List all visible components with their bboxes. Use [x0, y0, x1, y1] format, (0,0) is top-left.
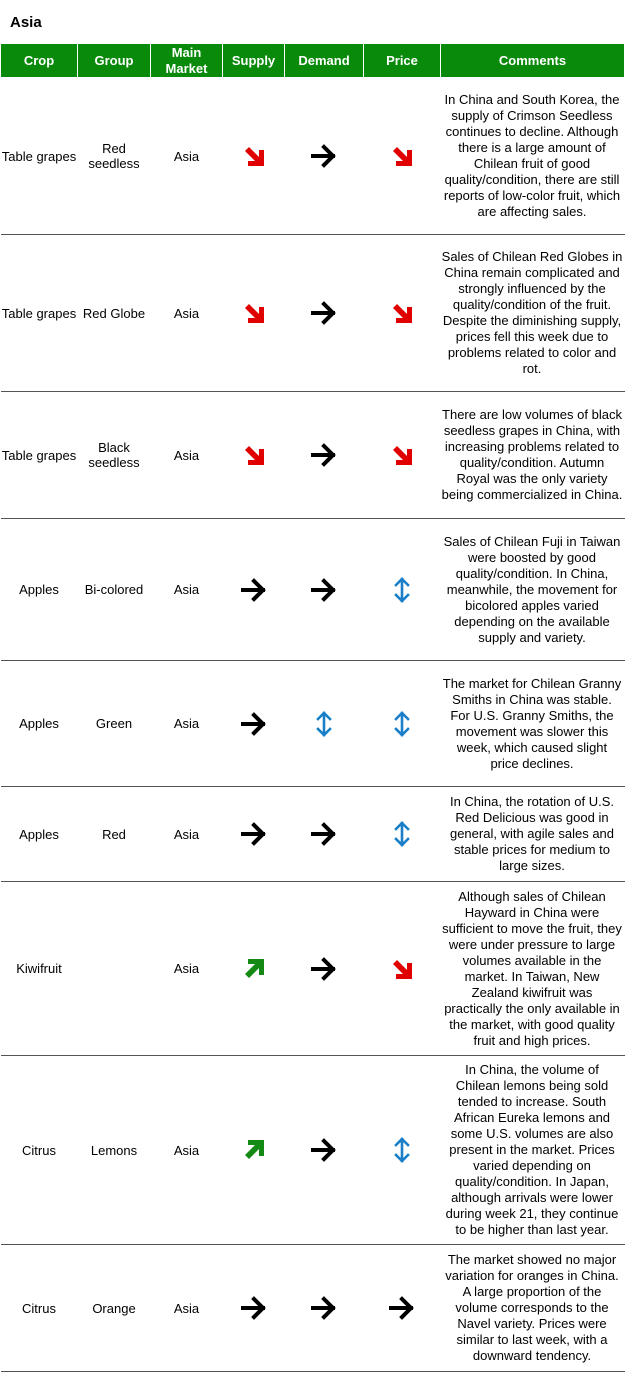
- down-red-icon: [388, 299, 416, 327]
- crop-cell: Table grapes: [1, 392, 78, 519]
- market-report-table: [0, 43, 625, 1372]
- down-red-icon: [388, 142, 416, 170]
- supply-cell: [223, 235, 285, 392]
- price-cell: [364, 1056, 441, 1245]
- table-row: [1, 882, 625, 1056]
- price-cell: [364, 882, 441, 1056]
- comment-text: There are low volumes of black seedless grapes in China, with increasing problems related to quality/condition. Autumn Royal was the only variety being commercialized in China.: [441, 407, 623, 502]
- supply-cell: [223, 882, 285, 1056]
- demand-cell: [285, 392, 364, 519]
- right-black-icon: [240, 1294, 268, 1322]
- supply-cell: [223, 392, 285, 519]
- market-cell: Asia: [151, 1245, 223, 1372]
- price-cell: [364, 392, 441, 519]
- crop-cell: Apples: [1, 787, 78, 882]
- comment-text: In China, the volume of Chilean lemons being sold tended to increase. South African Eureka lemons and some U.S. volumes are also present in the market. Prices varied depending on quality/condition. In Japan, although arrivals were lower during week 21, they continue to be higher than last year.: [445, 1062, 619, 1237]
- comment-cell: [441, 787, 625, 882]
- demand-cell: [285, 1056, 364, 1245]
- updown-blue-icon: [388, 820, 416, 848]
- market-cell: Asia: [151, 235, 223, 392]
- right-black-icon: [310, 142, 338, 170]
- demand-cell: [285, 235, 364, 392]
- crop-cell: Kiwifruit: [1, 882, 78, 1056]
- market-cell: Asia: [151, 661, 223, 787]
- right-black-icon: [310, 441, 338, 469]
- comment-text: Sales of Chilean Red Globes in China remain complicated and strongly influenced by the quality/condition of the fruit. Despite the diminishing supply, prices fell this week due to problems related to color and rot.: [441, 249, 623, 376]
- market-cell: Asia: [151, 392, 223, 519]
- comment-cell: [441, 235, 625, 392]
- group-cell: Orange: [78, 1245, 151, 1372]
- crop-cell: Apples: [1, 661, 78, 787]
- table-row: [1, 519, 625, 661]
- comment-cell: [441, 392, 625, 519]
- comment-cell: [441, 661, 625, 787]
- supply-cell: [223, 1245, 285, 1372]
- up-green-icon: [240, 955, 268, 983]
- right-black-icon: [310, 1136, 338, 1164]
- market-cell: Asia: [151, 787, 223, 882]
- table-row: [1, 392, 625, 519]
- comment-text: The market for Chilean Granny Smiths in China was stable. For U.S. Granny Smiths, the movement was slower this week, which caused slight price declines.: [442, 675, 622, 771]
- right-black-icon: [240, 820, 268, 848]
- crop-cell: Table grapes: [1, 78, 78, 235]
- group-cell: Red: [78, 787, 151, 882]
- demand-cell: [285, 78, 364, 235]
- supply-cell: [223, 519, 285, 661]
- table-row: [1, 1245, 625, 1372]
- down-red-icon: [240, 299, 268, 327]
- demand-cell: [285, 787, 364, 882]
- right-black-icon: [310, 820, 338, 848]
- comment-text: The market showed no major variation for oranges in China. A large proportion of the volume corresponds to the Navel variety. Prices were similar to last week, with a downward tendency.: [445, 1252, 619, 1363]
- header-main-market: [151, 44, 223, 78]
- price-cell: [364, 235, 441, 392]
- comment-cell: [441, 882, 625, 1056]
- comment-text: In China and South Korea, the supply of Crimson Seedless continues to decline. Although there is a large amount of Chilean fruit of good quality/condition, there are still reports of low-color fruit, which are affecting sales.: [443, 92, 621, 219]
- table-row: [1, 78, 625, 235]
- supply-cell: [223, 661, 285, 787]
- price-cell: [364, 787, 441, 882]
- crop-cell: Citrus: [1, 1056, 78, 1245]
- right-black-icon: [310, 299, 338, 327]
- comment-cell: [441, 78, 625, 235]
- table-row: [1, 661, 625, 787]
- right-black-icon: [240, 576, 268, 604]
- table-row: [1, 1056, 625, 1245]
- price-cell: [364, 78, 441, 235]
- down-red-icon: [388, 955, 416, 983]
- up-green-icon: [240, 1136, 268, 1164]
- group-cell: Bi-colored: [78, 519, 151, 661]
- right-black-icon: [240, 710, 268, 738]
- header-main-market-line2: Market: [165, 60, 208, 76]
- market-cell: Asia: [151, 882, 223, 1056]
- updown-blue-icon: [310, 710, 338, 738]
- supply-cell: [223, 1056, 285, 1245]
- down-red-icon: [388, 441, 416, 469]
- table-body: [1, 78, 625, 1372]
- market-cell: Asia: [151, 78, 223, 235]
- updown-blue-icon: [388, 710, 416, 738]
- supply-cell: [223, 787, 285, 882]
- header-demand: Demand: [285, 44, 364, 78]
- down-red-icon: [240, 441, 268, 469]
- crop-cell: Citrus: [1, 1245, 78, 1372]
- group-cell: [78, 882, 151, 1056]
- comment-text: In China, the rotation of U.S. Red Delicious was good in general, with agile sales and stable prices for medium to large sizes.: [449, 794, 615, 873]
- demand-cell: [285, 1245, 364, 1372]
- updown-blue-icon: [388, 1136, 416, 1164]
- right-black-icon: [310, 955, 338, 983]
- price-cell: [364, 519, 441, 661]
- down-red-icon: [240, 142, 268, 170]
- header-comments: Comments: [441, 44, 625, 78]
- price-cell: [364, 661, 441, 787]
- header-group: Group: [78, 44, 151, 78]
- group-cell: Red Globe: [78, 235, 151, 392]
- comment-text: Sales of Chilean Fuji in Taiwan were boosted by good quality/condition. In China, meanwhile, the movement for bicolored apples varied depending on the available supply and variety.: [443, 533, 621, 645]
- header-crop: Crop: [1, 44, 78, 78]
- demand-cell: [285, 882, 364, 1056]
- table-row: [1, 235, 625, 392]
- demand-cell: [285, 519, 364, 661]
- crop-cell: Table grapes: [1, 235, 78, 392]
- group-cell: Red seedless: [78, 78, 151, 235]
- right-black-icon: [388, 1294, 416, 1322]
- right-black-icon: [310, 576, 338, 604]
- section-title: Asia: [10, 14, 42, 31]
- right-black-icon: [310, 1294, 338, 1322]
- market-cell: Asia: [151, 519, 223, 661]
- header-price: Price: [364, 44, 441, 78]
- header-row: [1, 44, 625, 78]
- updown-blue-icon: [388, 576, 416, 604]
- comment-cell: [441, 1245, 625, 1372]
- table-row: [1, 787, 625, 882]
- group-cell: Lemons: [78, 1056, 151, 1245]
- supply-cell: [223, 78, 285, 235]
- header-supply: Supply: [223, 44, 285, 78]
- group-cell: Green: [78, 661, 151, 787]
- comment-cell: [441, 1056, 625, 1245]
- crop-cell: Apples: [1, 519, 78, 661]
- price-cell: [364, 1245, 441, 1372]
- comment-text: Although sales of Chilean Hayward in China were sufficient to move the fruit, they were under pressure to large volumes available in the market. In Taiwan, New Zealand kiwifruit was practically the only available in the market, with good quality fruit and high prices.: [442, 888, 622, 1048]
- comment-cell: [441, 519, 625, 661]
- group-cell: Black seedless: [78, 392, 151, 519]
- header-main-market-line1: Main: [171, 44, 202, 60]
- demand-cell: [285, 661, 364, 787]
- market-cell: Asia: [151, 1056, 223, 1245]
